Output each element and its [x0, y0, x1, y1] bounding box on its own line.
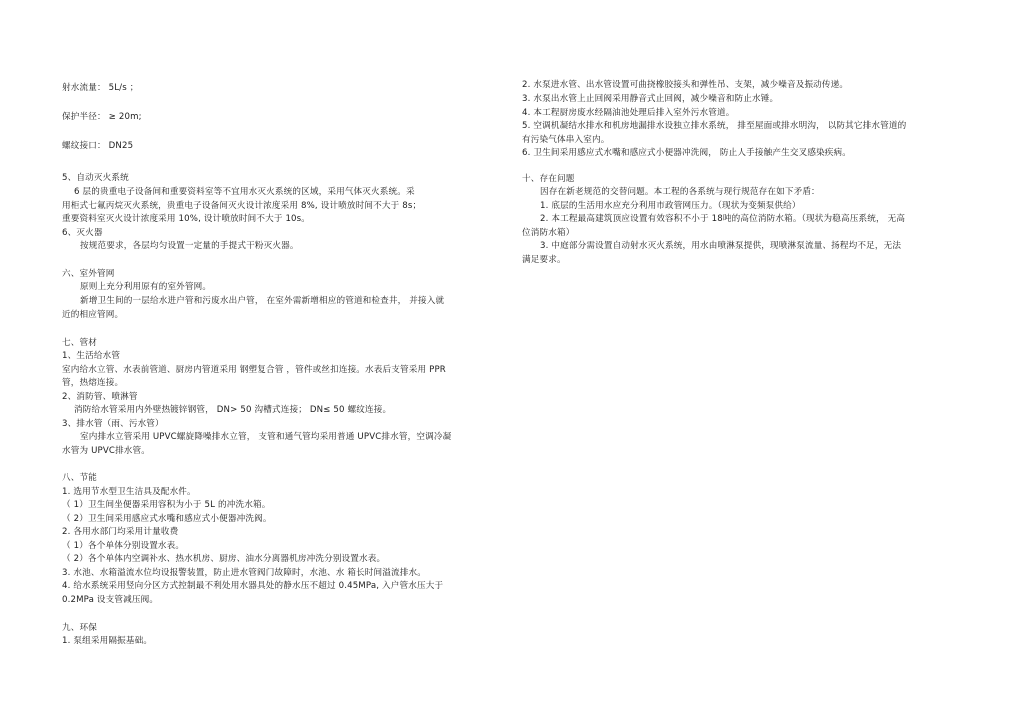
section-heading: 2、消防管、喷淋管	[62, 392, 138, 402]
text-line: 水管为 UPVC排水管。	[62, 446, 151, 456]
text-line: 螺纹接口： DN25	[62, 141, 134, 151]
section-heading: 5、自动灭火系统	[62, 173, 129, 183]
text-line: （ 1）各个单体分别设置水表。	[62, 541, 185, 551]
section-heading: 八、节能	[62, 473, 97, 483]
text-line: （ 2）卫生间采用感应式水嘴和感应式小便器冲洗阀。	[62, 514, 272, 524]
text-line: 6. 卫生间采用感应式水嘴和感应式小便器冲洗阀， 防止人手接触产生交叉感染疾病。	[522, 148, 852, 158]
text-line: 2. 本工程最高建筑顶应设置有效容积不小于 18吨的高位消防水箱。（现状为稳高压系统， 无高	[540, 214, 906, 224]
text-line: 室内排水立管采用 UPVC螺旋降噪排水立管， 支管和通气管均采用普通 UPVC排水管，空调冷凝	[80, 432, 452, 442]
text-line: 重要资料室灭火设计浓度采用 10%, 设计喷放时间不大于 10s。	[62, 214, 311, 224]
text-line: 满足要求。	[522, 255, 566, 265]
text-line: 4. 本工程厨房废水经隔油池处理后排入室外污水管道。	[522, 108, 735, 118]
text-line: 0.2MPa 设支管减压阀。	[62, 595, 159, 605]
text-line: 位消防水箱）	[522, 228, 575, 238]
text-line: 用柜式七氟丙烷灭火系统，贵重电子设备间灭火设计浓度采用 8%, 设计喷放时间不大于 8s；	[62, 201, 422, 211]
text-line: 室内给水立管、水表前管道、厨房内管道采用 钢塑复合管 ，管件或丝扣连接。水表后支管采用 PPR	[62, 365, 446, 375]
text-line: 3. 水池、水箱溢流水位均设报警装置，防止进水管阀门故障时，水池、水 箱长时间溢流排水。	[62, 568, 427, 578]
text-line: 有污染气体串入室内。	[522, 135, 610, 145]
section-heading: 3、排水管（雨、污水管）	[62, 419, 164, 429]
text-line: 1. 选用节水型卫生洁具及配水件。	[62, 487, 196, 497]
text-line: 管，热熔连接。	[62, 378, 124, 388]
text-line: 3. 水泵出水管上止回阀采用静音式止回阀，减少噪音和防止水锤。	[522, 94, 779, 104]
text-line: （ 2）各个单体内空调补水、热水机房、厨房、油水分离器机房冲洗分别设置水表。	[62, 554, 386, 564]
text-line: 新增卫生间的一层给水进户管和污废水出户管， 在室外需新增相应的管道和检查井， 并接入就	[80, 296, 445, 306]
text-line: 1. 底层的生活用水应充分利用市政管网压力。（现状为变频泵供给）	[540, 201, 801, 211]
text-line: 4. 给水系统采用竖向分区方式控制最不利处用水器具处的静水压不超过 0.45MPa, 入户管水压大于	[62, 581, 444, 591]
text-line: 按规范要求，各层均匀设置一定量的手提式干粉灭火器。	[80, 241, 299, 251]
text-line: 2. 各用水部门均采用计量收费	[62, 527, 179, 537]
section-heading: 1、生活给水管	[62, 351, 121, 361]
text-line: 1. 泵组采用隔振基础。	[62, 636, 153, 646]
text-line: （ 1）卫生间坐便器采用容积为小于 5L 的冲洗水箱。	[62, 500, 271, 510]
section-heading: 6、灭火器	[62, 228, 103, 238]
section-heading: 十、存在问题	[522, 174, 575, 184]
text-line: 近的相应管网。	[62, 310, 124, 320]
text-line: 消防给水管采用内外壁热镀锌钢管， DN> 50 沟槽式连接； DN≤ 50 螺纹连接。	[74, 405, 392, 415]
text-line: 2. 水泵进水管、出水管设置可曲挠橡胶接头和弹性吊、支架，减少噪音及振动传递。	[522, 80, 849, 90]
section-heading: 六、室外管网	[62, 269, 115, 279]
text-line: 原则上充分利用原有的室外管网。	[80, 282, 212, 292]
text-line: 5. 空调机凝结水排水和机房地漏排水设独立排水系统， 排至屋面或排水明沟， 以防其它排水管道的	[522, 121, 907, 131]
text-line: 3. 中庭部分需设置自动射水灭火系统，用水由喷淋泵提供，现喷淋泵流量、扬程均不足，无法	[540, 241, 902, 251]
right-column	[512, 0, 1024, 723]
text-line: 因存在新老规范的交替问题。本工程的各系统与现行规范存在如下矛盾：	[540, 187, 820, 197]
text-line: 射水流量： 5L/s ；	[62, 83, 139, 93]
text-line: 6 层的贵重电子设备间和重要资料室等不宜用水灭火系统的区域，采用气体灭火系统。采	[74, 187, 415, 197]
text-line: 保护半径： ≥ 20m;	[62, 112, 142, 122]
section-heading: 七、管材	[62, 338, 97, 348]
section-heading: 九、环保	[62, 623, 97, 633]
